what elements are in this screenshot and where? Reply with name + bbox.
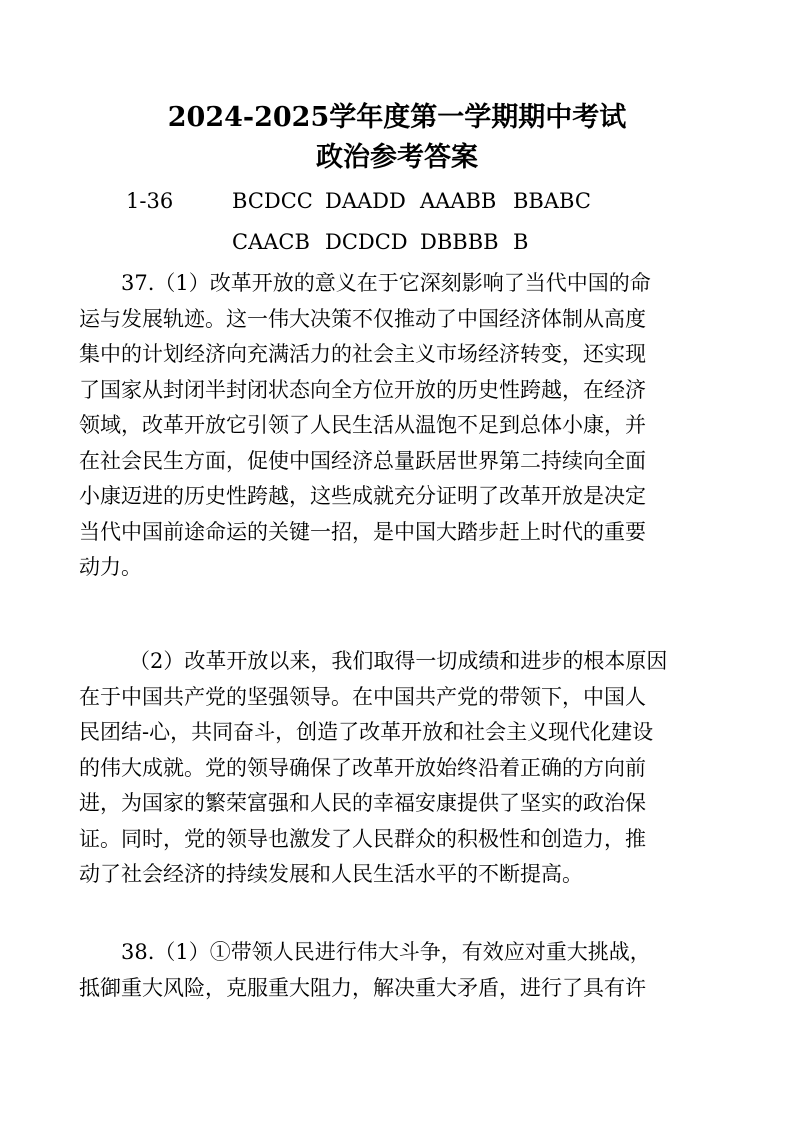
q38-part1-answer: [79, 935, 719, 1006]
answer-line: 小康迈进的历史性跨越，这些成就充分证明了改革开放是决定: [79, 484, 646, 508]
answer-line: 在社会民生方面，促使中国经济总量跃居世界第二持续向全面: [79, 448, 646, 473]
q37-part2-answer: [79, 644, 719, 893]
answer-group: DCDCD: [325, 230, 408, 254]
answer-line: 运与发展轨迹。这一伟大决策不仅推动了中国经济体制从高度: [79, 306, 646, 331]
answer-group: CAACB: [232, 230, 310, 254]
answer-line: 当代中国前途命运的关键一招，是中国大踏步赶上时代的重要: [79, 519, 646, 544]
answer-key-subtitle: 政治参考答案: [316, 142, 478, 173]
answer-line: 的伟大成就。党的领导确保了改革开放始终沿着正确的方向前: [79, 755, 646, 780]
answer-line: 抵御重大风险，克服重大阻力，解决重大矛盾，进行了具有许: [79, 975, 646, 1000]
answer-line: 动了社会经济的持续发展和人民生活水平的不断提高。: [79, 862, 583, 886]
answer-group: B: [513, 230, 529, 254]
answer-line: 38.（1）①带领人民进行伟大斗争，有效应对重大挑战，: [121, 940, 651, 964]
answer-line: 领域，改革开放它引领了人民生活从温饱不足到总体小康，并: [79, 413, 646, 437]
answer-line: 37.（1）改革开放的意义在于它深刻影响了当代中国的命: [121, 271, 651, 295]
answer-line: 动力。: [79, 555, 142, 579]
answer-line: 进，为国家的繁荣富强和人民的幸福安康提供了坚实的政治保: [79, 791, 646, 815]
q37-part1-answer: [79, 266, 719, 586]
exam-title: 2024-2025学年度第一学期期中考试: [167, 102, 627, 133]
answer-group: BCDCC: [232, 189, 313, 213]
answer-line: 了国家从封闭半封闭状态向全方位开放的历史性跨越，在经济: [79, 377, 646, 402]
answer-group: BBABC: [513, 189, 591, 213]
answer-line: 在于中国共产党的坚强领导。在中国共产党的带领下，中国人: [79, 684, 646, 709]
answer-line: 民团结-心，共同奋斗，创造了改革开放和社会主义现代化建设: [79, 720, 654, 744]
answer-group: AAABB: [420, 189, 497, 213]
answer-line: （2）改革开放以来，我们取得一切成绩和进步的根本原因: [129, 649, 668, 673]
answer-group: DAADD: [325, 189, 406, 213]
answer-group: DBBBB: [420, 230, 499, 254]
answer-line: 集中的计划经济向充满活力的社会主义市场经济转变，还实现: [79, 342, 646, 366]
answer-line: 证。同时，党的领导也激发了人民群众的积极性和创造力，推: [79, 826, 646, 851]
question-range: 1-36: [126, 189, 174, 213]
